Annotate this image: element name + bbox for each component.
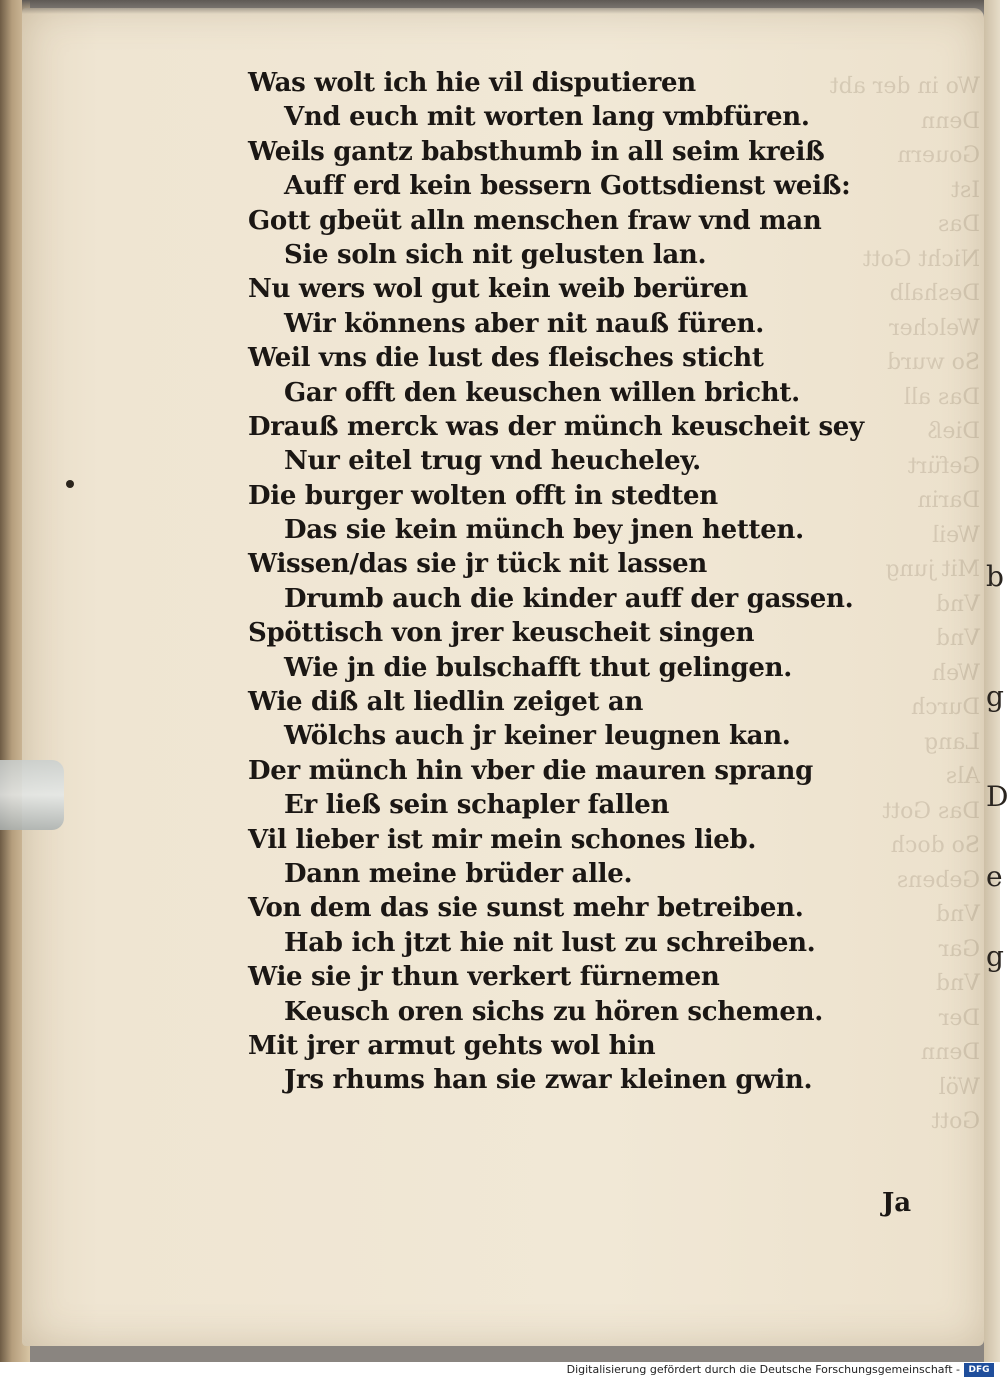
next-page-fragment: g (986, 940, 1004, 973)
page-top-shadow (22, 0, 984, 14)
verse-line: Drauß merck was der münch keuscheit sey (248, 411, 864, 442)
verse-line: Was wolt ich hie vil disputieren (248, 68, 696, 98)
verse-line: Jrs rhums han sie zwar kleinen gwin. (284, 1065, 813, 1096)
catchword: Ja (882, 1188, 912, 1218)
verse-line: Hab ich jtzt hie nit lust zu schreiben. (284, 927, 816, 958)
verse-line: Keusch oren sichs zu hören schemen. (284, 996, 823, 1027)
verse-line: Gar offt den keuschen willen bricht. (284, 377, 800, 408)
verse-line: Wie jn die bulschafft thut gelingen. (284, 652, 792, 683)
verse-line: Das sie kein münch bey jnen hetten. (284, 515, 804, 546)
next-page-fragment: D (986, 780, 1008, 813)
poem-text (248, 66, 888, 1098)
verse-line: Weils gantz babsthumb in all seim kreiß (248, 136, 825, 167)
verse-line: Wir könnens aber nit nauß füren. (284, 308, 764, 339)
next-page-fragment: g (986, 680, 1004, 713)
verse-line: Mit jrer armut gehts wol hin (248, 1030, 656, 1061)
verse-line: Nu wers wol gut kein weib berüren (248, 274, 748, 305)
next-page-fragment: b (986, 560, 1004, 593)
verse-line: Sie soln sich nit gelusten lan. (284, 239, 707, 270)
dfg-logo: DFG (964, 1363, 994, 1377)
verse-line: Nur eitel trug vnd heucheley. (284, 446, 701, 477)
verse-line: Spöttisch von jrer keuscheit singen (248, 618, 755, 649)
verse-line: Vnd euch mit worten lang vmbfüren. (284, 102, 810, 133)
verse-line: Der münch hin vber die mauren sprang (248, 755, 814, 786)
verse-line: Dann meine brüder alle. (284, 858, 633, 889)
verse-line: Von dem das sie sunst mehr betreiben. (248, 893, 804, 924)
verse-line: Weil vns die lust des fleisches sticht (248, 343, 764, 374)
ink-spot (66, 480, 74, 488)
verse-line: Vil lieber ist mir mein schones lieb. (248, 824, 757, 855)
verse-line: Wie sie jr thun verkert fürnemen (248, 962, 720, 993)
verse-line: Drumb auch die kinder auff der gassen. (284, 583, 854, 614)
verse-line: Wissen/das sie jr tück nit lassen (248, 549, 708, 580)
next-page-fragment: e (986, 860, 1003, 893)
footer-credit: Digitalisierung gefördert durch die Deutsche Forschungsgemeinschaft - (566, 1363, 960, 1376)
verse-line: Wölchs auch jr keiner leugnen kan. (284, 721, 791, 752)
verse-line: Die burger wolten offt in stedten (248, 480, 718, 511)
verse-line: Gott gbeüt alln menschen fraw vnd man (248, 205, 822, 236)
page-clip (0, 760, 64, 830)
verse-line: Wie diß alt liedlin zeiget an (248, 687, 644, 718)
show-through-text: Wo in der abt Denn Gouern Ist Das Nicht Gott Deshalb Welcher So wurd Das all Dieß Gefürt Darin Weil Mit jung Vnd Vnd Weh Durch Lang Als Das Gott So doch Gebens Vnd Gar Vnd Der Denn Wöl Gott (829, 74, 980, 1134)
verse-line: Auff erd kein bessern Gottsdienst weiß: (284, 171, 851, 202)
verse-line: Er ließ sein schapler fallen (284, 790, 670, 821)
footer-bar (0, 1362, 1000, 1379)
